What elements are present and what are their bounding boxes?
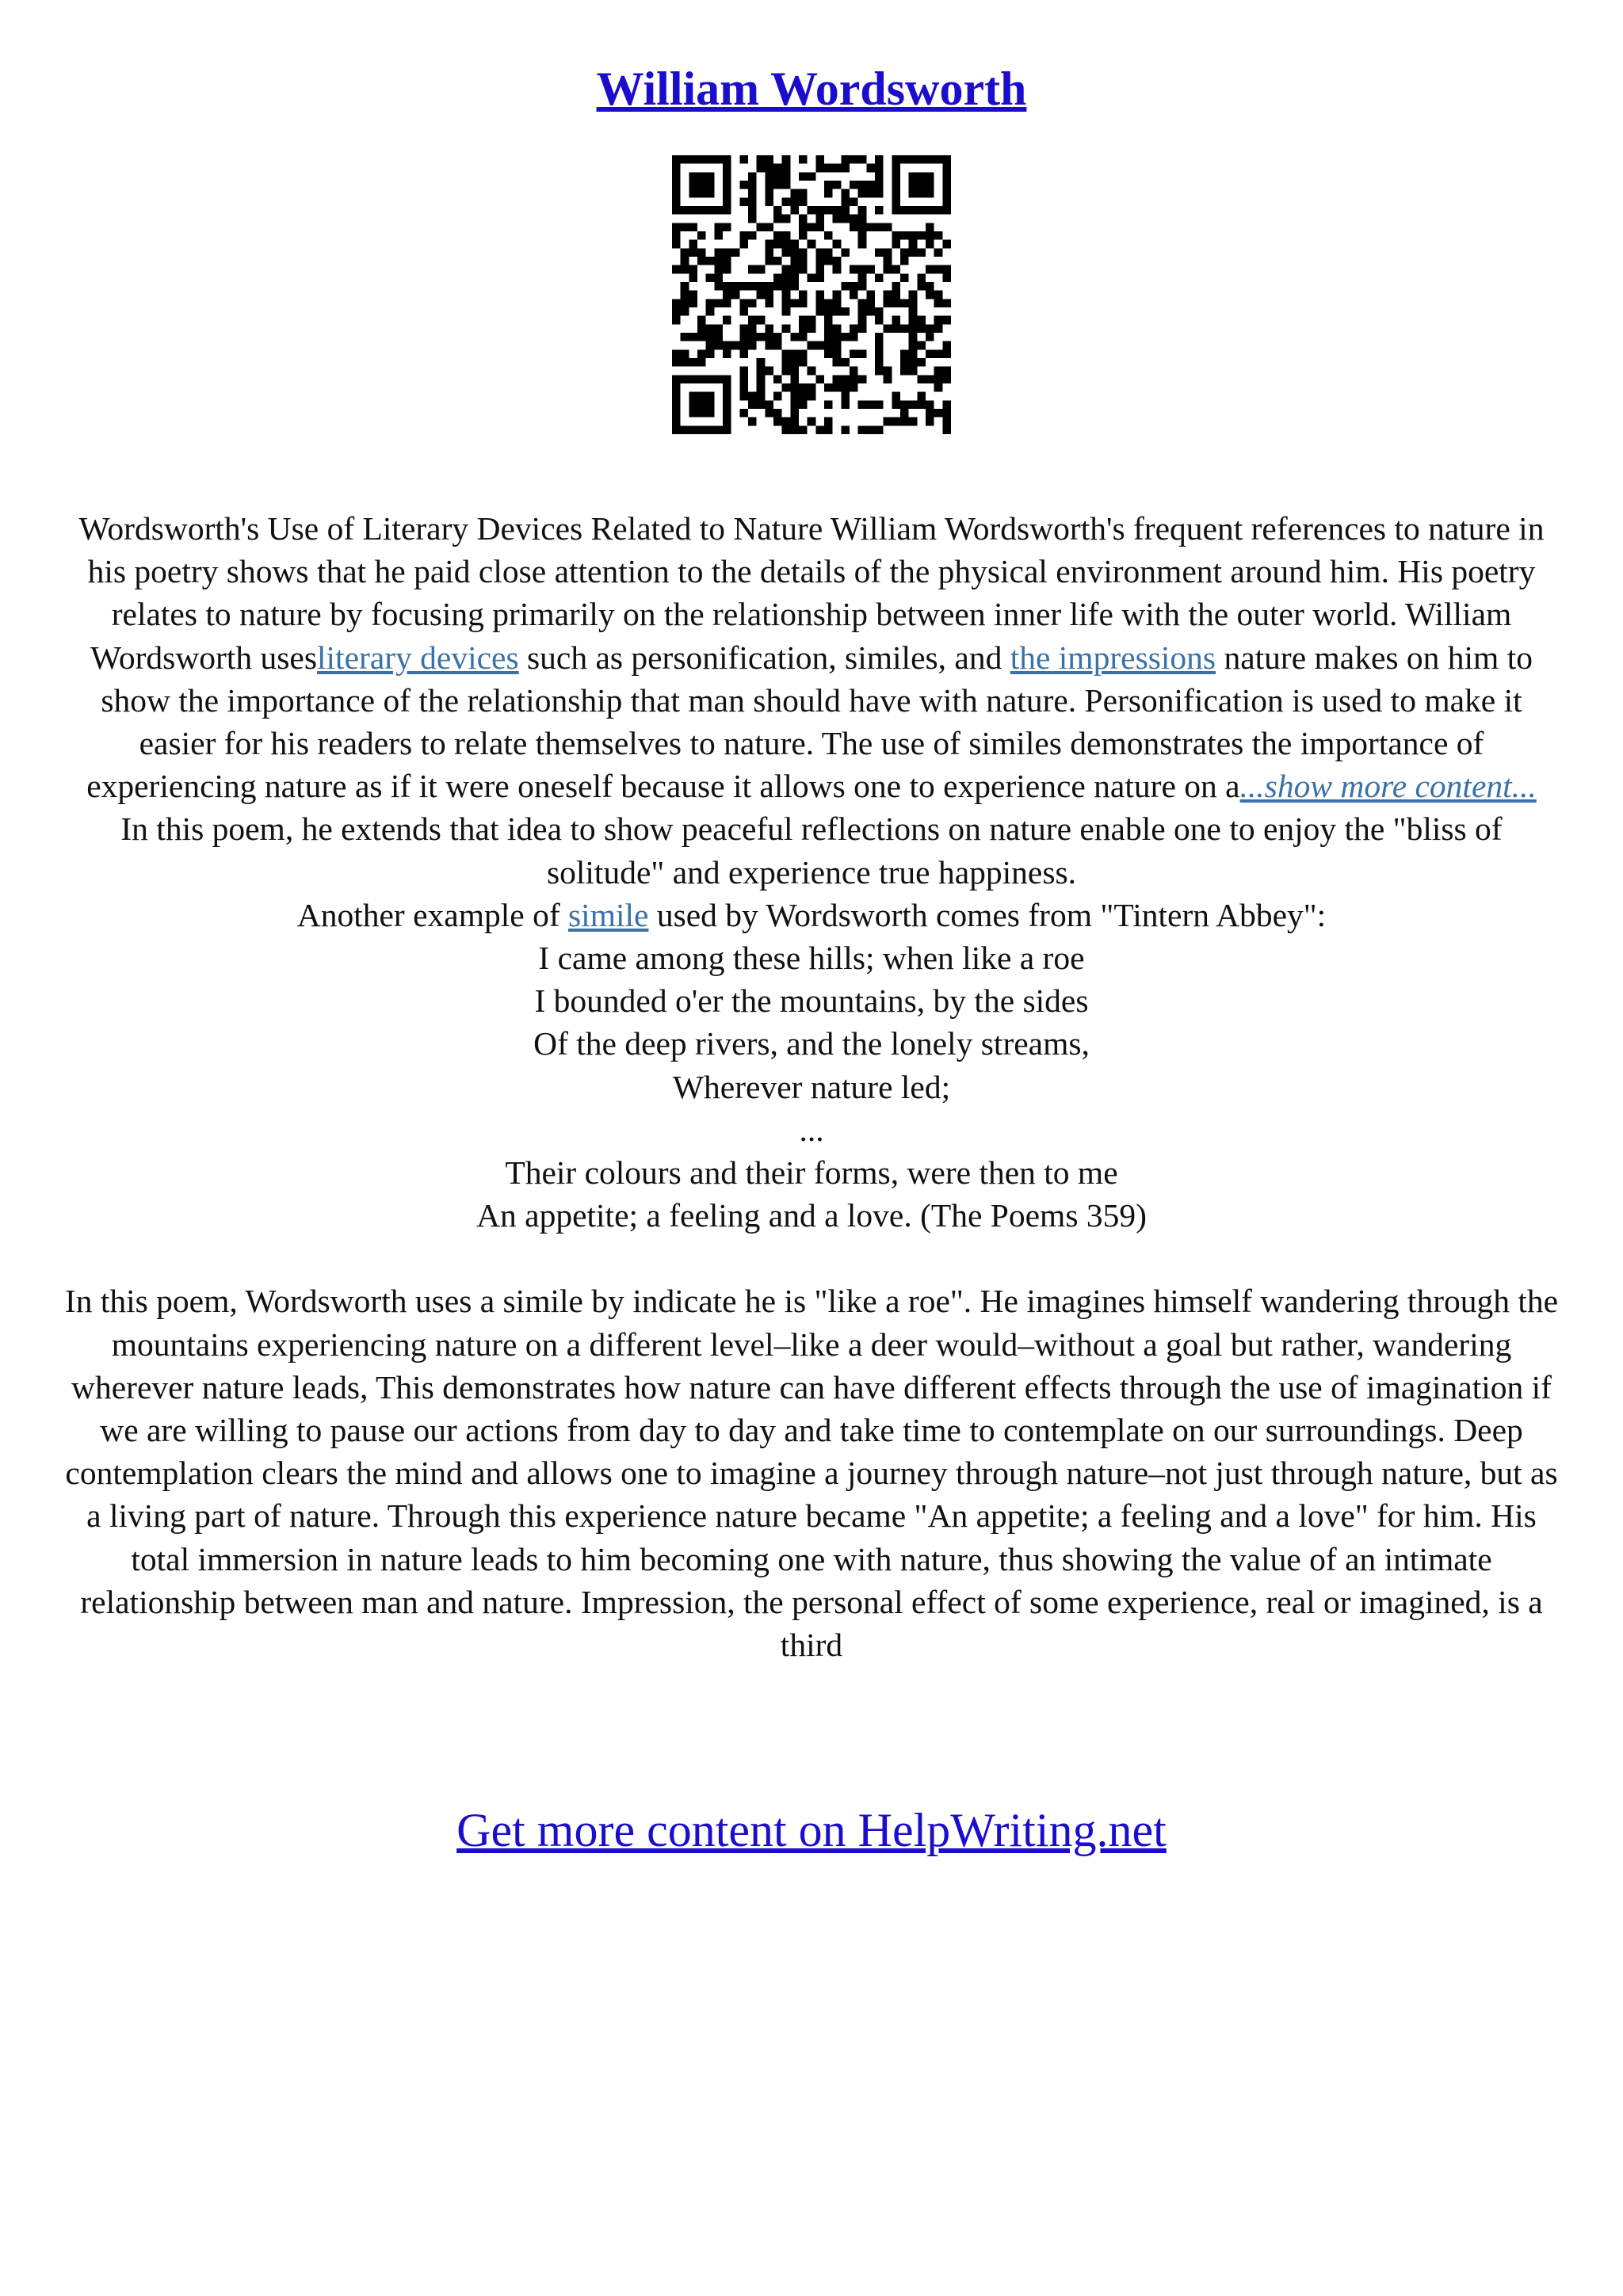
poem-line: I bounded o'er the mountains, by the sides [534,982,1089,1020]
simile-intro-text-a: Another example of [296,896,569,933]
poem-excerpt [60,936,1563,1237]
helpwriting-link[interactable]: Get more content on HelpWriting.net [456,1804,1167,1856]
paragraph-intro [60,507,1563,807]
simile-intro-text-b: used by Wordsworth comes from "Tintern Abbey": [648,896,1327,933]
literary-devices-link[interactable]: literary devices [316,639,519,676]
poem-line: Of the deep rivers, and the lonely streams, [533,1025,1090,1062]
footer-cta [0,1798,1623,1862]
article-body [60,507,1563,1666]
poem-line: ... [799,1111,824,1148]
paragraph-solitude: In this poem, he extends that idea to show peaceful reflections on nature enable one to enjoy the "bliss of solitude" and experience true happiness. [120,810,1503,891]
title-link[interactable]: William Wordsworth [596,63,1027,115]
intro-text-b: such as personification, similes, and [518,639,1010,676]
intro-text-a: Wordsworth's Use of Literary Devices Related to Nature William Wordsworth's frequent references to nature in his poetry shows that he paid close attention to the details of the physical environment around him. His poetry relates to nature by focusing primarily on the relationship between inner life with the outer world. William Wordsworth uses [78,510,1545,676]
show-more-link[interactable]: ...show more content... [1239,768,1537,805]
paragraph-analysis: In this poem, Wordsworth uses a simile by indicate he is "like a roe". He imagines himself wandering through the mountains experiencing nature on a different level–like a deer would–without a goal but rather, wandering wherever nature leads, This demonstrates how nature can have different effects through the use of imagination if we are willing to pause our actions from day to day and take time to contemplate on our surroundings. Deep contemplation clears the mind and allows one to imagine a journey through nature–not just through nature, but as a living part of nature. Through this experience nature became "An appetite; a feeling and a love" for him. His total immersion in nature leads to him becoming one with nature, thus showing the value of an intimate relationship between man and nature. Impression, the personal effect of some experience, real or imagined, is a third [64,1283,1559,1664]
qr-code-icon [672,155,951,434]
impressions-link[interactable]: the impressions [1010,639,1216,676]
poem-line: I came among these hills; when like a roe [538,940,1085,977]
poem-line: An appetite; a feeling and a love. (The Poems 359) [476,1197,1147,1234]
page-title [0,57,1623,120]
intro-text-c: nature makes on him to show the importance of the relationship that man should have with nature. Personification is used to make it easier for his readers to relate themselves to nature. The use of similes demonstrates the importance of experiencing nature as if it were oneself because it allows one to experience nature on a [86,639,1533,805]
spacer [60,1237,1563,1280]
simile-link[interactable]: simile [568,896,649,933]
poem-line: Wherever nature led; [672,1068,951,1105]
poem-line: Their colours and their forms, were then to me [505,1154,1118,1192]
paragraph-simile-intro [60,894,1563,936]
